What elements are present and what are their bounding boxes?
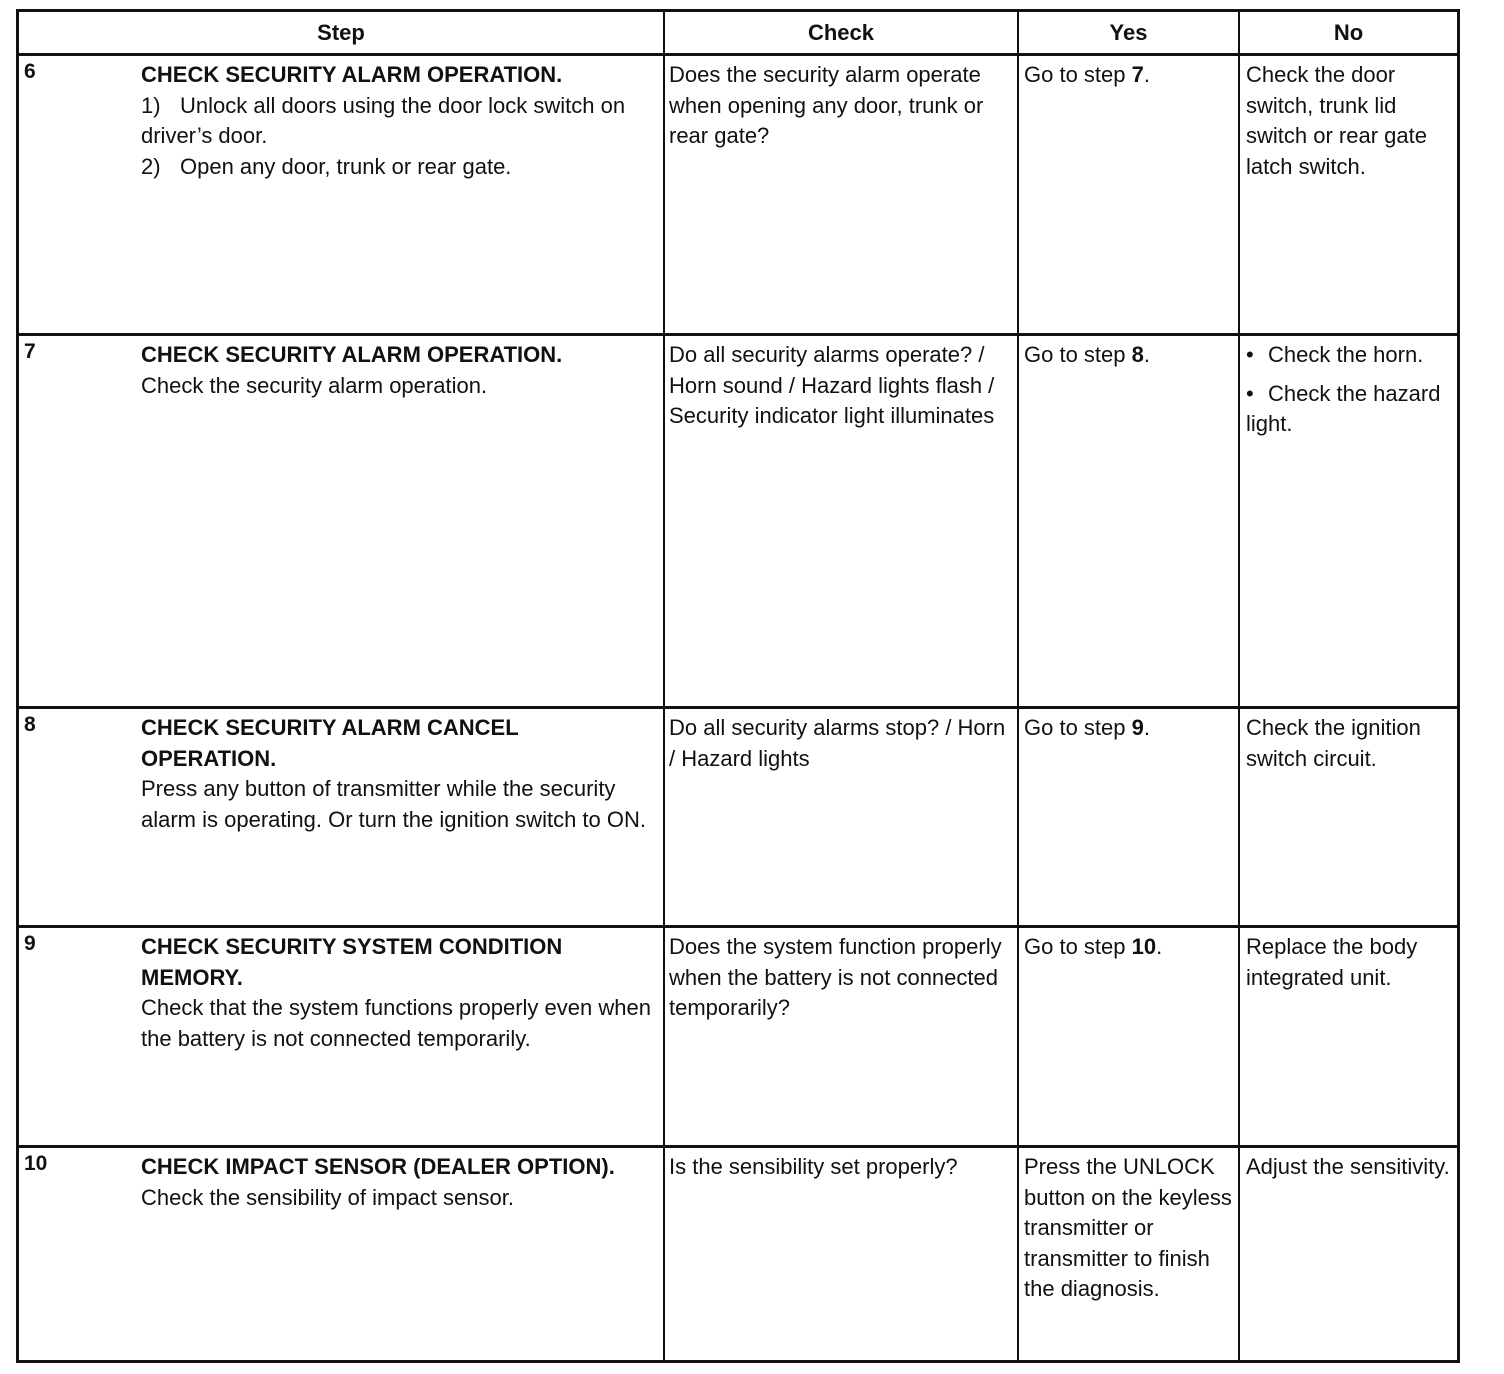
step-number: 9 [24,932,36,955]
yes-step-number: 10 [1131,934,1157,959]
step-number: 10 [24,1152,48,1175]
yes-suffix: . [1143,62,1150,87]
table-row [19,56,1457,336]
bullet-icon: • [1246,342,1254,367]
step-substep [141,152,659,183]
step-substep [141,91,659,152]
step-description [141,60,659,182]
substep-text: Unlock all doors using the door lock switch on driver’s door. [141,92,626,148]
check-text: Does the system function properly when the battery is not connected temporarily? [669,934,1002,1020]
yes-step-number: 8 [1131,342,1144,367]
step-body: Press any button of transmitter while the security alarm is operating. Or turn the ignition switch to ON. [141,776,646,832]
step-title: CHECK SECURITY ALARM OPERATION. [141,342,563,367]
no-text: Check the door switch, trunk lid switch or rear gate latch switch. [1246,62,1427,179]
step-title: CHECK SECURITY SYSTEM CONDITION MEMORY. [141,934,563,990]
step-description [141,1152,659,1213]
no-text: Adjust the sensitivity. [1246,1154,1450,1179]
step-body: Check the sensibility of impact sensor. [141,1184,514,1210]
yes-prefix: Go to step [1024,715,1132,740]
yes-prefix: Go to step [1024,934,1132,959]
step-title: CHECK SECURITY ALARM CANCEL OPERATION. [141,715,519,771]
substep-number: 2) [141,153,161,179]
step-description [141,932,659,1054]
step-body: Check that the system functions properly even when the battery is not connected temporarily. [141,995,651,1051]
yes-text [1024,340,1236,371]
yes-suffix: . [1156,934,1163,959]
yes-step-number: 9 [1131,715,1144,740]
yes-text: Press the UNLOCK button on the keyless transmitter or transmitter to finish the diagnosis. [1024,1154,1232,1301]
step-title: CHECK SECURITY ALARM OPERATION. [141,62,563,87]
list-item-text: Check the horn. [1268,342,1424,367]
yes-text [1024,60,1236,91]
list-item [1246,340,1458,371]
list-item [1246,379,1458,440]
substep-number: 1) [141,92,161,118]
yes-text [1024,713,1236,744]
header-check: Check [807,20,875,45]
bullet-icon: • [1246,380,1254,406]
header-yes: Yes [1109,20,1148,45]
step-number: 8 [24,713,36,736]
yes-step-number: 7 [1131,62,1144,87]
table-row [19,928,1457,1148]
yes-prefix: Go to step [1024,62,1132,87]
check-text: Does the security alarm operate when opening any door, trunk or rear gate? [669,62,984,148]
step-number: 7 [24,340,36,363]
substep-text: Open any door, trunk or rear gate. [180,153,512,179]
yes-suffix: . [1143,715,1150,740]
step-description [141,340,659,401]
check-text: Do all security alarms stop? / Horn / Hazard lights [669,715,1006,771]
step-body: Check the security alarm operation. [141,372,488,398]
check-text: Do all security alarms operate? / Horn sound / Hazard lights flash / Security indicator light illuminates [669,342,995,428]
no-text: Replace the body integrated unit. [1246,934,1418,990]
yes-suffix: . [1143,342,1150,367]
no-text: Check the ignition switch circuit. [1246,715,1421,771]
diagnosis-table [16,9,1460,1363]
step-number: 6 [24,60,36,83]
yes-prefix: Go to step [1024,342,1132,367]
yes-text [1024,932,1236,963]
table-header [19,12,1457,56]
header-step: Step [317,20,365,45]
table-row [19,709,1457,928]
check-text: Is the sensibility set properly? [669,1154,958,1179]
list-item-text: Check the hazard light. [1246,380,1441,436]
no-list [1246,340,1458,448]
step-description [141,713,659,835]
step-title: CHECK IMPACT SENSOR (DEALER OPTION). [141,1154,615,1179]
table-row [19,1148,1457,1360]
header-no: No [1333,20,1364,45]
table-row [19,336,1457,709]
